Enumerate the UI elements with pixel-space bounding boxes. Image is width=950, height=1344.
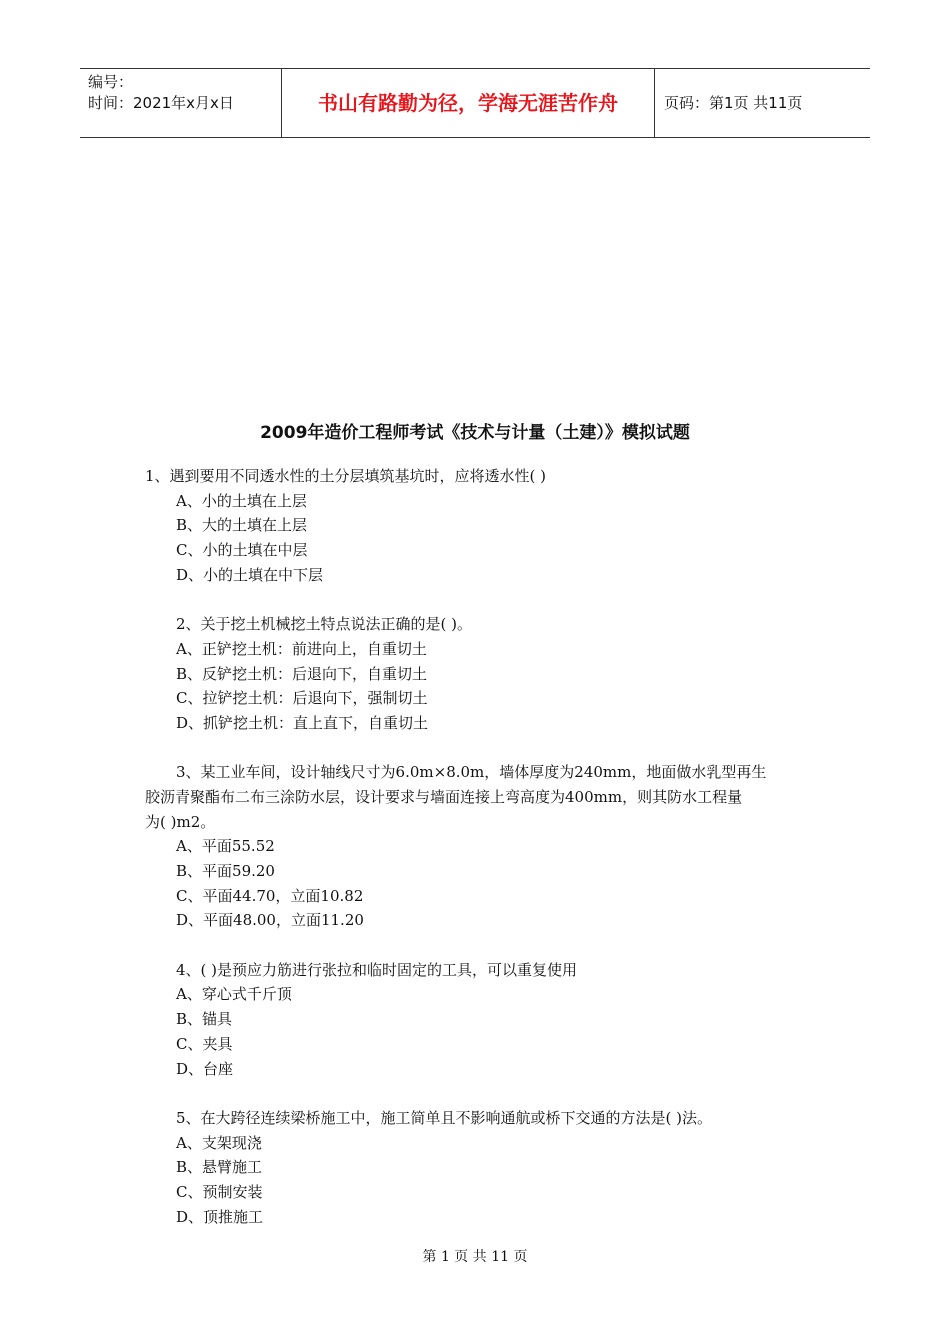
option-d: D、顶推施工	[176, 1207, 264, 1226]
option-a: A、支架现浇	[176, 1133, 262, 1152]
document-number-label: 编号：	[88, 73, 134, 91]
option-b: B、大的土填在上层	[176, 516, 308, 535]
option-b: B、悬臂施工	[176, 1158, 263, 1177]
option-d: D、台座	[176, 1059, 234, 1078]
document-header	[80, 68, 870, 138]
option-a: A、穿心式千斤顶	[176, 985, 292, 1004]
question	[145, 958, 815, 1081]
document-time-label: 时间：2021年x月x日	[88, 94, 234, 112]
header-meta	[88, 72, 234, 114]
option-b: B、平面59.20	[176, 862, 275, 880]
option-d: D、小的土填在中下层	[176, 565, 324, 584]
option-c: C、夹具	[176, 1034, 233, 1053]
question-text: 4、( )是预应力筋进行张拉和临时固定的工具，可以重复使用	[176, 960, 578, 979]
question-text: 2、关于挖土机械挖土特点说法正确的是( )。	[176, 615, 473, 634]
header-motto: 书山有路勤为径，学海无涯苦作舟	[318, 91, 618, 115]
document-title: 2009年造价工程师考试《技术与计量（土建）》模拟试题	[260, 423, 690, 443]
option-a: A、平面55.52	[176, 837, 275, 856]
option-d: D、平面48.00，立面11.20	[176, 911, 364, 930]
page-footer: 第 1 页 共 11 页	[422, 1249, 528, 1265]
question	[145, 464, 815, 587]
option-b: B、反铲挖土机：后退向下，自重切土	[176, 664, 428, 683]
question-text: 为( )m2。	[145, 812, 216, 831]
question-text: 胶沥青聚酯布二布三涂防水层，设计要求与墙面连接上弯高度为400mm，则其防水工程量	[145, 787, 743, 806]
option-a: A、小的土填在上层	[176, 491, 307, 510]
question-list	[145, 464, 815, 1229]
option-c: C、平面44.70，立面10.82	[176, 886, 364, 905]
option-c: C、预制安装	[176, 1182, 263, 1201]
header-divider	[654, 69, 655, 137]
option-d: D、抓铲挖土机：直上直下，自重切土	[176, 713, 429, 732]
question-text: 5、在大跨径连续梁桥施工中，施工简单且不影响通航或桥下交通的方法是( )法。	[176, 1108, 713, 1127]
question-text: 3、某工业车间，设计轴线尺寸为6.0m×8.0m，墙体厚度为240mm，地面做水乳型再生	[176, 763, 767, 782]
option-c: C、小的土填在中层	[176, 541, 308, 560]
option-c: C、拉铲挖土机：后退向下，强制切土	[176, 689, 428, 708]
option-b: B、锚具	[176, 1010, 233, 1029]
question	[145, 760, 815, 933]
option-a: A、正铲挖土机：前进向上，自重切土	[176, 639, 427, 658]
question	[145, 1106, 815, 1229]
question-text: 1、遇到要用不同透水性的土分层填筑基坑时，应将透水性( )	[145, 467, 547, 485]
header-page-info: 页码：第1页 共11页	[664, 94, 803, 112]
question	[145, 612, 815, 735]
